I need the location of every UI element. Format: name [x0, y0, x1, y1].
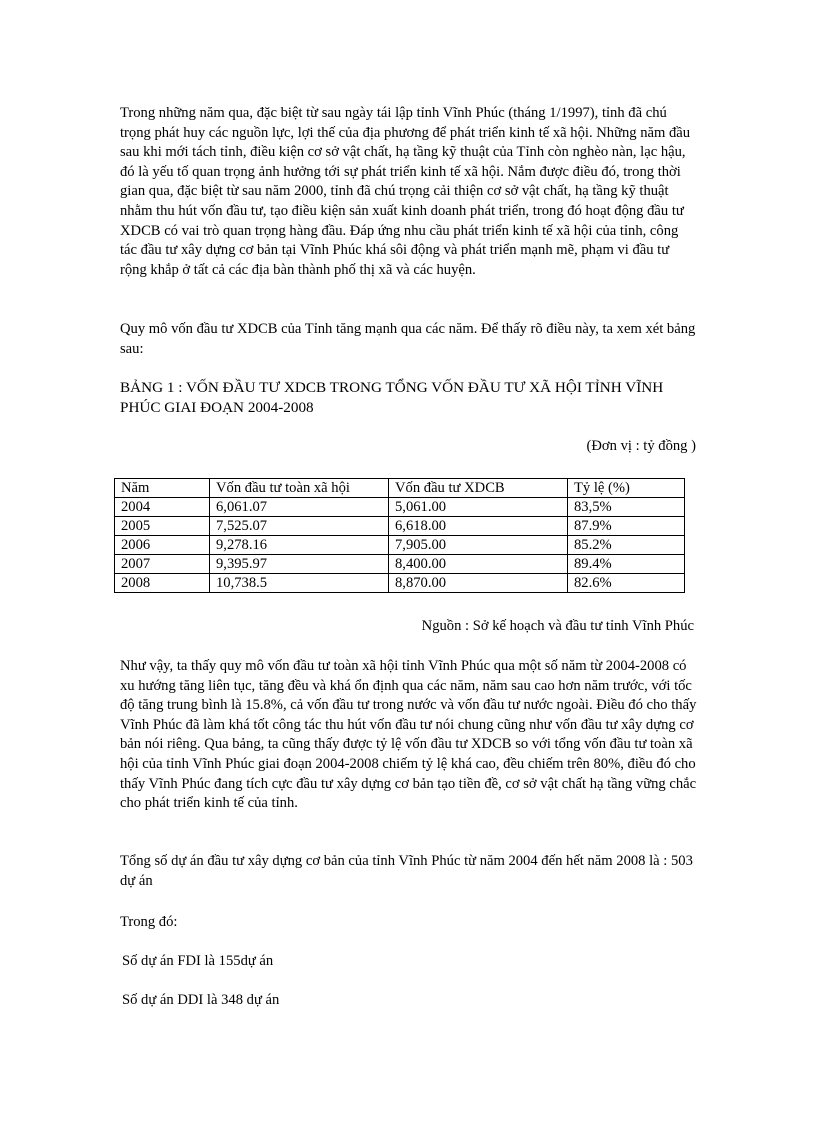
- ddi-projects: Số dự án DDI là 348 dự án: [122, 992, 280, 1008]
- cell-ratio: 83,5%: [568, 498, 685, 517]
- investment-table: [114, 478, 685, 593]
- table-title: BẢNG 1 : VỐN ĐẦU TƯ XDCB TRONG TỔNG VỐN ĐẦU TƯ XÃ HỘI TỈNH VĨNH PHÚC GIAI ĐOẠN 2004-2008: [120, 379, 664, 416]
- cell-xdcb-investment: 8,400.00: [389, 555, 568, 574]
- cell-total-investment: 9,395.97: [210, 555, 389, 574]
- analysis-paragraph: Như vậy, ta thấy quy mô vốn đầu tư toàn xã hội tỉnh Vĩnh Phúc qua một số năm từ 2004-2008 có xu hướng tăng liên tục, tăng đều và khá ổn định qua các năm, năm sau cao hơn năm trước, với tốc độ tăng trung bình là 15.8%, cả vốn đầu tư trong nước và vốn đầu tư nước ngoài. Điều đó cho thấy Vĩnh Phúc đã làm khá tốt công tác thu hút vốn đầu tư nói chung cũng như vốn đầu tư xây dựng cơ bản nói riêng. Qua bảng, ta cũng thấy được tỷ lệ vốn đầu tư XDCB so với tổng vốn đầu tư toàn xã hội của tỉnh Vĩnh Phúc giai đoạn 2004-2008 chiếm tỷ lệ khá cao, đều chiếm trên 80%, điều đó cho thấy Vĩnh Phúc đang tích cực đầu tư xây dựng cơ bản tạo tiền đề, cơ sở vật chất hạ tầng vững chắc cho phát triển kinh tế của tỉnh.: [120, 658, 697, 812]
- in-which-label: Trong đó:: [120, 914, 178, 930]
- table-row: [115, 498, 685, 517]
- table-header-row: [115, 479, 685, 498]
- header-total-investment: Vốn đầu tư toàn xã hội: [210, 479, 389, 498]
- cell-total-investment: 10,738.5: [210, 574, 389, 593]
- fdi-projects: Số dự án FDI là 155dự án: [122, 953, 274, 969]
- cell-year: 2007: [115, 555, 210, 574]
- table-row: [115, 517, 685, 536]
- cell-total-investment: 7,525.07: [210, 517, 389, 536]
- header-xdcb-investment: Vốn đầu tư XDCB: [389, 479, 568, 498]
- header-ratio: Tỷ lệ (%): [568, 479, 685, 498]
- cell-xdcb-investment: 7,905.00: [389, 536, 568, 555]
- cell-ratio: 89.4%: [568, 555, 685, 574]
- unit-note: (Đơn vị : tỷ đồng ): [586, 438, 696, 454]
- cell-ratio: 82.6%: [568, 574, 685, 593]
- table-row: [115, 536, 685, 555]
- cell-year: 2006: [115, 536, 210, 555]
- intro-paragraph: Trong những năm qua, đặc biệt từ sau ngày tái lập tỉnh Vĩnh Phúc (tháng 1/1997), tỉnh đã chú trọng phát huy các nguồn lực, lợi thế của địa phương để phát triển kinh tế xã hội. Những năm đầu sau khi mới tách tỉnh, điều kiện cơ sở vật chất, hạ tầng kỹ thuật của Tỉnh còn nghèo nàn, lạc hậu, đó là yếu tố quan trọng ảnh hưởng tới sự phát triển kinh tế xã hội. Nắm được điều đó, trong thời gian qua, đặc biệt từ sau năm 2000, tỉnh đã chú trọng cải thiện cơ sở vật chất, hạ tầng kỹ thuật nhằm thu hút vốn đầu tư, tạo điều kiện sản xuất kinh doanh phát triển, trong đó hoạt động đầu tư XDCB có vai trò quan trọng hàng đầu. Đáp ứng nhu cầu phát triển kinh tế xã hội của tỉnh, công tác đầu tư xây dựng cơ bản tại Vĩnh Phúc khá sôi động và phát triển mạnh mẽ, phạm vi đầu tư rộng khắp ở tất cả các địa bàn thành phố thị xã và các huyện.: [120, 105, 691, 278]
- table-row: [115, 574, 685, 593]
- cell-xdcb-investment: 5,061.00: [389, 498, 568, 517]
- cell-ratio: 85.2%: [568, 536, 685, 555]
- cell-year: 2005: [115, 517, 210, 536]
- source-note: Nguồn : Sở kế hoạch và đầu tư tỉnh Vĩnh Phúc: [421, 618, 694, 634]
- cell-year: 2008: [115, 574, 210, 593]
- total-projects: Tổng số dự án đầu tư xây dựng cơ bản của tỉnh Vĩnh Phúc từ năm 2004 đến hết năm 2008 là : 503 dự án: [120, 853, 693, 889]
- table-row: [115, 555, 685, 574]
- cell-year: 2004: [115, 498, 210, 517]
- header-year: Năm: [115, 479, 210, 498]
- cell-ratio: 87.9%: [568, 517, 685, 536]
- second-paragraph: Quy mô vốn đầu tư XDCB của Tỉnh tăng mạnh qua các năm. Để thấy rõ điều này, ta xem xét bảng sau:: [120, 321, 696, 357]
- cell-xdcb-investment: 8,870.00: [389, 574, 568, 593]
- cell-total-investment: 9,278.16: [210, 536, 389, 555]
- cell-xdcb-investment: 6,618.00: [389, 517, 568, 536]
- cell-total-investment: 6,061.07: [210, 498, 389, 517]
